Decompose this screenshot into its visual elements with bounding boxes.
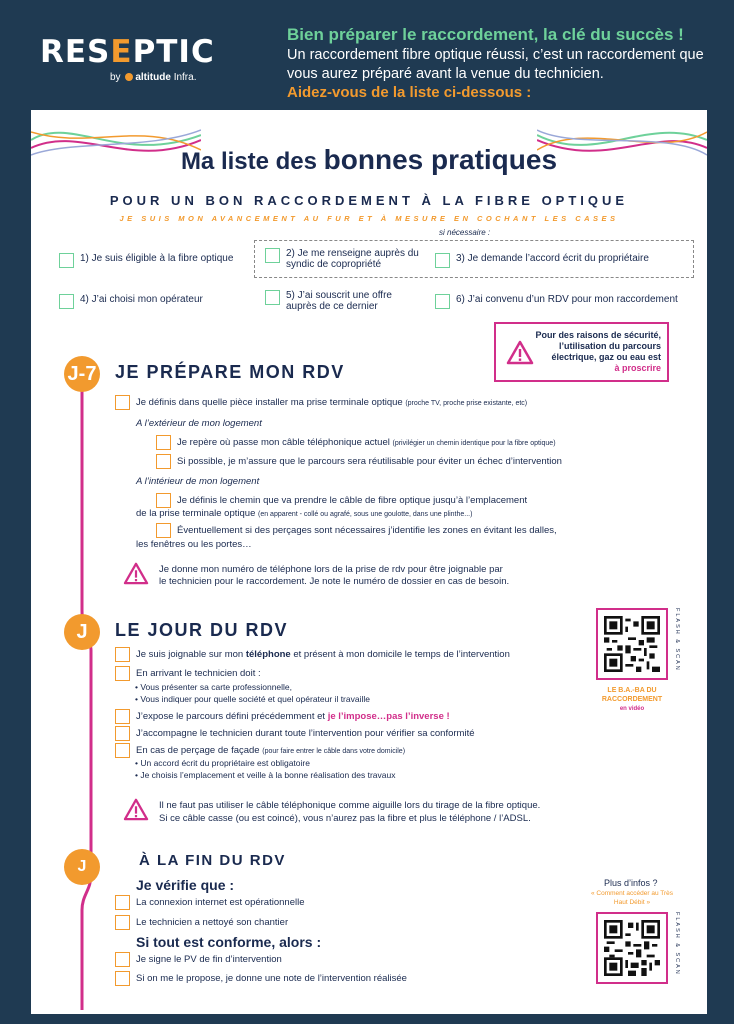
checkbox[interactable] <box>115 666 130 681</box>
checkbox[interactable] <box>265 290 280 305</box>
jour-warning-line1: Il ne faut pas utiliser le câble téléphonique comme aiguille lors du tirage de la fibre optique. <box>159 800 541 811</box>
checkbox[interactable] <box>115 915 130 930</box>
timeline-line <box>71 370 101 1010</box>
section-title-fin: À LA FIN DU RDV <box>139 852 286 869</box>
reseptic-logo: RESEPTIC <box>40 34 215 70</box>
safety-warning: Pour des raisons de sécurité, l’utilisation du parcours électrique, gaz ou eau est à proscrire <box>494 322 669 382</box>
j7-ext-1[interactable]: Je repère où passe mon câble téléphonique actuel (privilégier un chemin identique pour la fibre optique) <box>156 435 556 450</box>
fin-item-4[interactable]: Si on me le propose, je donne une note de l’intervention réalisée <box>115 971 407 986</box>
jour-item-5-bullet-2: • Je choisis l’emplacement et veille à la bonne réalisation des travaux <box>135 770 396 780</box>
qr-code-icon <box>604 616 660 672</box>
qr-code-info[interactable] <box>596 912 668 984</box>
fin-item-1[interactable]: La connexion internet est opérationnelle <box>115 895 304 910</box>
checkbox[interactable] <box>59 253 74 268</box>
jour-item-4[interactable]: J’accompagne le technicien durant toute l’intervention pour vérifier sa conformité <box>115 726 475 741</box>
prereq-6[interactable]: 6) J’ai convenu d’un RDV pour mon raccordement <box>435 294 678 309</box>
badge-jour: J <box>64 614 100 650</box>
warning-icon <box>123 562 149 585</box>
sheet-title: Ma liste des bonnes pratiques <box>180 144 558 175</box>
logo-byline: by altitude Infra. <box>110 72 197 83</box>
jour-item-2-bullet-1: • Vous présenter sa carte professionnelle, <box>135 682 293 692</box>
checkbox[interactable] <box>115 895 130 910</box>
jour-item-2-bullet-2: • Vous indiquer pour quelle société et quel opérateur il travaille <box>135 694 370 704</box>
checkbox[interactable] <box>59 294 74 309</box>
checkbox[interactable] <box>435 253 450 268</box>
qr-flash-label: FLASH & SCAN <box>674 608 680 672</box>
jour-item-1[interactable]: Je suis joignable sur mon téléphone et présent à mon domicile le temps de l’intervention <box>115 647 510 662</box>
qr-code-icon <box>604 920 660 976</box>
checkbox[interactable] <box>115 743 130 758</box>
exterior-label: A l’extérieur de mon logement <box>136 418 262 429</box>
j7-int-2-cont: les fenêtres ou les portes… <box>136 539 252 550</box>
verify-heading: Je vérifie que : <box>136 877 235 893</box>
fin-item-2[interactable]: Le technicien a nettoyé son chantier <box>115 915 288 930</box>
more-info-link[interactable]: « Comment accéder au Très Haut Débit » <box>591 890 674 906</box>
sheet-instruction: JE SUIS MON AVANCEMENT AU FUR ET À MESURE EN COCHANT LES CASES <box>119 214 619 223</box>
page-header <box>0 0 734 108</box>
jour-item-2[interactable]: En arrivant le technicien doit : <box>115 666 261 681</box>
prereq-5[interactable]: 5) J’ai souscrit une offre auprès de ce dernier <box>265 290 415 312</box>
checkbox[interactable] <box>115 952 130 967</box>
checkbox[interactable] <box>156 493 171 508</box>
fin-item-3[interactable]: Je signe le PV de fin d’intervention <box>115 952 282 967</box>
checkbox[interactable] <box>435 294 450 309</box>
prereq-2[interactable]: 2) Je me renseigne auprès du syndic de copropriété <box>265 248 435 270</box>
badge-j7: J-7 <box>64 356 100 392</box>
interior-label: A l’intérieur de mon logement <box>136 476 260 487</box>
sheet-subtitle: POUR UN BON RACCORDEMENT À LA FIBRE OPTIQUE <box>109 193 629 208</box>
checklist-sheet <box>31 110 707 1014</box>
jour-item-5-bullet-1: • Un accord écrit du propriétaire est obligatoire <box>135 758 310 768</box>
j7-item-1[interactable]: Je définis dans quelle pièce installer ma prise terminale optique (proche TV, proche prise existante, etc) <box>115 395 527 410</box>
jour-item-5[interactable]: En cas de perçage de façade (pour faire entrer le câble dans votre domicile) <box>115 743 405 758</box>
j7-warning-line2: le technicien pour le raccordement. Je note le numéro de dossier en cas de besoin. <box>159 576 510 587</box>
checkbox[interactable] <box>156 523 171 538</box>
qr-code-video[interactable] <box>596 608 668 680</box>
prereq-4[interactable]: 4) J’ai choisi mon opérateur <box>59 294 203 309</box>
checkbox[interactable] <box>265 248 280 263</box>
checkbox[interactable] <box>115 395 130 410</box>
header-intro: Un raccordement fibre optique réussi, c’est un raccordement que vous aurez préparé avant la venue du technicien. <box>287 47 704 82</box>
conform-heading: Si tout est conforme, alors : <box>136 934 322 950</box>
prereq-3[interactable]: 3) Je demande l’accord écrit du propriétaire <box>435 253 649 268</box>
checkbox[interactable] <box>115 647 130 662</box>
j7-warning-line1: Je donne mon numéro de téléphone lors de la prise de rdv pour être joignable par <box>159 564 503 575</box>
header-cta: Aidez-vous de la liste ci-dessous : <box>287 84 532 101</box>
checkbox[interactable] <box>156 435 171 450</box>
altitude-logo-icon <box>125 73 133 81</box>
warning-icon <box>123 798 149 821</box>
section-title-jour: LE JOUR DU RDV <box>115 620 289 640</box>
checkbox[interactable] <box>115 726 130 741</box>
checkbox[interactable] <box>115 971 130 986</box>
jour-warning-line2: Si ce câble casse (ou est coincé), vous n’aurez pas la fibre et plus le téléphone / l’ADSL. <box>159 813 531 824</box>
section-title-j7: JE PRÉPARE MON RDV <box>115 362 345 382</box>
header-title: Bien préparer le raccordement, la clé du succès ! <box>287 25 684 44</box>
qr-caption: LE B.A.-BA DU RACCORDEMENT en vidéo <box>601 687 663 712</box>
j7-ext-2[interactable]: Si possible, je m’assure que le parcours sera réutilisable pour éviter un échec d’intervention <box>156 454 562 469</box>
qr-flash-label: FLASH & SCAN <box>674 912 680 976</box>
badge-fin: J <box>64 849 100 885</box>
more-info-label: Plus d’infos ? <box>604 878 658 888</box>
j7-int-1[interactable]: Je définis le chemin que va prendre le câble de fibre optique jusqu’à l’emplacement <box>156 493 527 508</box>
prereq-1[interactable]: 1) Je suis éligible à la fibre optique <box>59 253 233 268</box>
j7-int-2[interactable]: Éventuellement si des perçages sont nécessaires j’identifie les zones en évitant les dalles, <box>156 523 557 538</box>
optional-note: si nécessaire : <box>439 228 491 237</box>
checkbox[interactable] <box>156 454 171 469</box>
j7-int-1-cont: de la prise terminale optique (en apparent - collé ou agrafé, sous une goulotte, dans une plinthe...) <box>136 508 473 519</box>
jour-item-3[interactable]: J’expose le parcours défini précédemment et je l’impose…pas l’inverse ! <box>115 709 450 724</box>
checkbox[interactable] <box>115 709 130 724</box>
